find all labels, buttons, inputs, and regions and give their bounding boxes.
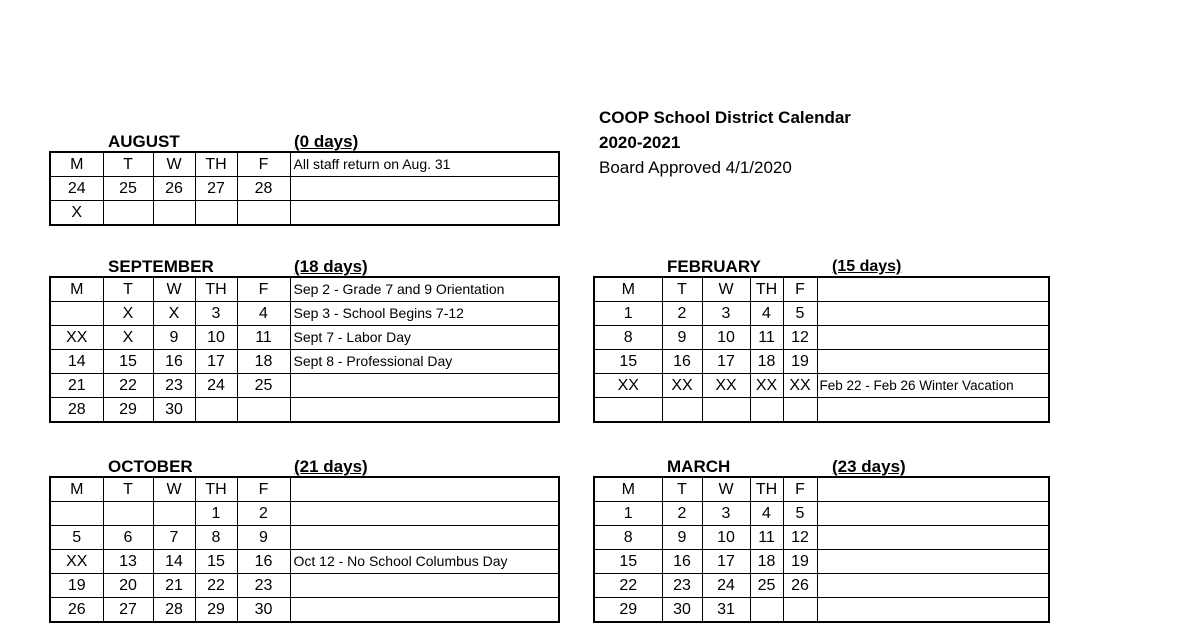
week-row <box>50 502 559 526</box>
day-cell: 8 <box>195 526 237 550</box>
event-note: Sep 2 - Grade 7 and 9 Orientation <box>290 277 559 302</box>
weekday-label: M <box>50 152 103 177</box>
week-row <box>594 598 1049 623</box>
week-row <box>50 574 559 598</box>
day-cell <box>783 598 817 623</box>
day-cell: 9 <box>662 326 702 350</box>
day-cell: 17 <box>702 550 750 574</box>
weekday-label: M <box>594 277 662 302</box>
day-cell: 8 <box>594 526 662 550</box>
day-cell <box>153 502 195 526</box>
day-cell: 10 <box>702 526 750 550</box>
day-cell: 12 <box>783 526 817 550</box>
weekday-label: T <box>662 477 702 502</box>
weekday-label: TH <box>195 277 237 302</box>
day-cell: 12 <box>783 326 817 350</box>
event-note <box>817 526 1049 550</box>
month-october <box>49 457 560 623</box>
weekday-label: F <box>783 477 817 502</box>
day-cell: 17 <box>702 350 750 374</box>
week-row <box>50 374 559 398</box>
day-cell: 25 <box>750 574 783 598</box>
day-cell: 3 <box>702 502 750 526</box>
day-cell: 2 <box>237 502 290 526</box>
event-note <box>290 201 559 226</box>
day-cell <box>237 398 290 423</box>
event-note <box>817 350 1049 374</box>
day-cell: XX <box>702 374 750 398</box>
day-cell: 5 <box>783 502 817 526</box>
month-name: FEBRUARY <box>667 257 761 276</box>
day-cell: 14 <box>50 350 103 374</box>
week-row <box>594 550 1049 574</box>
day-cell <box>153 201 195 226</box>
day-cell: 25 <box>237 374 290 398</box>
week-row <box>594 398 1049 423</box>
day-cell: 28 <box>237 177 290 201</box>
weekday-label: W <box>702 277 750 302</box>
event-note: Sep 3 - School Begins 7-12 <box>290 302 559 326</box>
month-table <box>593 476 1050 623</box>
day-cell: 9 <box>662 526 702 550</box>
day-cell: 10 <box>195 326 237 350</box>
weekday-header-row <box>50 277 559 302</box>
weekday-label: M <box>594 477 662 502</box>
day-cell: 16 <box>662 550 702 574</box>
month-days-count: (15 days) <box>832 258 902 275</box>
week-row <box>50 526 559 550</box>
day-cell: 24 <box>50 177 103 201</box>
day-cell: X <box>50 201 103 226</box>
week-row <box>594 350 1049 374</box>
day-cell: 19 <box>783 350 817 374</box>
event-note <box>817 550 1049 574</box>
month-february <box>593 257 1050 423</box>
weekday-label: F <box>783 277 817 302</box>
event-note: Sept 7 - Labor Day <box>290 326 559 350</box>
week-row <box>50 302 559 326</box>
day-cell: 26 <box>50 598 103 623</box>
event-note <box>817 326 1049 350</box>
day-cell: 4 <box>750 302 783 326</box>
event-note: Oct 12 - No School Columbus Day <box>290 550 559 574</box>
day-cell: 6 <box>103 526 153 550</box>
week-row <box>50 326 559 350</box>
weekday-label: W <box>153 277 195 302</box>
weekday-label: W <box>702 477 750 502</box>
month-days-count: (23 days) <box>832 457 906 476</box>
weekday-header-row <box>50 152 559 177</box>
day-cell: 16 <box>237 550 290 574</box>
day-cell: 22 <box>195 574 237 598</box>
day-cell: 11 <box>750 326 783 350</box>
month-days-count: (18 days) <box>294 257 368 276</box>
day-cell <box>195 201 237 226</box>
weekday-header-row <box>594 477 1049 502</box>
day-cell: 15 <box>195 550 237 574</box>
day-cell: 22 <box>103 374 153 398</box>
day-cell: 7 <box>153 526 195 550</box>
day-cell: XX <box>50 550 103 574</box>
month-table <box>49 151 560 226</box>
day-cell: 2 <box>662 302 702 326</box>
event-note <box>817 302 1049 326</box>
day-cell: 30 <box>662 598 702 623</box>
event-note: All staff return on Aug. 31 <box>290 152 559 177</box>
day-cell: 26 <box>153 177 195 201</box>
day-cell: 18 <box>750 350 783 374</box>
day-cell: 5 <box>50 526 103 550</box>
day-cell: 31 <box>702 598 750 623</box>
event-note <box>817 598 1049 623</box>
weekday-label: T <box>103 277 153 302</box>
day-cell: 23 <box>237 574 290 598</box>
day-cell: 10 <box>702 326 750 350</box>
weekday-label: F <box>237 277 290 302</box>
day-cell: 18 <box>750 550 783 574</box>
day-cell: 26 <box>783 574 817 598</box>
day-cell: 27 <box>103 598 153 623</box>
day-cell: 15 <box>594 350 662 374</box>
day-cell: 29 <box>195 598 237 623</box>
event-note <box>290 398 559 423</box>
weekday-label: TH <box>750 277 783 302</box>
week-row <box>594 302 1049 326</box>
day-cell <box>702 398 750 423</box>
day-cell <box>237 201 290 226</box>
month-table <box>593 276 1050 423</box>
day-cell: 23 <box>153 374 195 398</box>
day-cell: 8 <box>594 326 662 350</box>
event-note <box>290 574 559 598</box>
month-name: MARCH <box>667 457 731 476</box>
month-september <box>49 257 560 423</box>
day-cell: 16 <box>662 350 702 374</box>
event-note <box>290 526 559 550</box>
day-cell: XX <box>594 374 662 398</box>
day-cell: 9 <box>153 326 195 350</box>
day-cell: 28 <box>50 398 103 423</box>
day-cell: 13 <box>103 550 153 574</box>
day-cell <box>750 398 783 423</box>
week-row <box>594 526 1049 550</box>
week-row <box>50 350 559 374</box>
weekday-label: M <box>50 477 103 502</box>
month-name: AUGUST <box>108 132 180 151</box>
weekday-label: F <box>237 477 290 502</box>
event-note <box>817 502 1049 526</box>
weekday-label: TH <box>195 477 237 502</box>
event-note: Feb 22 - Feb 26 Winter Vacation <box>817 374 1049 398</box>
event-note: Sept 8 - Professional Day <box>290 350 559 374</box>
day-cell: 1 <box>594 302 662 326</box>
month-days-count: (21 days) <box>294 457 368 476</box>
day-cell <box>50 502 103 526</box>
weekday-label: M <box>50 277 103 302</box>
day-cell: 16 <box>153 350 195 374</box>
day-cell: 23 <box>662 574 702 598</box>
month-name: OCTOBER <box>108 457 193 476</box>
event-note <box>817 398 1049 423</box>
day-cell: 15 <box>594 550 662 574</box>
event-note <box>290 502 559 526</box>
day-cell: 18 <box>237 350 290 374</box>
day-cell: XX <box>50 326 103 350</box>
month-table <box>49 476 560 623</box>
weekday-label: T <box>103 477 153 502</box>
weekday-label: T <box>662 277 702 302</box>
week-row <box>594 574 1049 598</box>
week-row <box>50 598 559 623</box>
day-cell <box>50 302 103 326</box>
event-note <box>817 277 1049 302</box>
calendar-header <box>599 105 851 180</box>
month-days-count: (0 days) <box>294 132 359 151</box>
day-cell: 14 <box>153 550 195 574</box>
day-cell: 21 <box>50 374 103 398</box>
week-row <box>50 550 559 574</box>
week-row <box>50 398 559 423</box>
day-cell: 25 <box>103 177 153 201</box>
day-cell: 4 <box>750 502 783 526</box>
day-cell <box>594 398 662 423</box>
event-note <box>817 477 1049 502</box>
weekday-header-row <box>594 277 1049 302</box>
weekday-label: F <box>237 152 290 177</box>
week-row <box>50 177 559 201</box>
day-cell <box>783 398 817 423</box>
day-cell <box>103 502 153 526</box>
day-cell: 3 <box>195 302 237 326</box>
day-cell: 29 <box>594 598 662 623</box>
day-cell: 9 <box>237 526 290 550</box>
day-cell: XX <box>783 374 817 398</box>
day-cell <box>662 398 702 423</box>
day-cell: XX <box>662 374 702 398</box>
event-note <box>290 177 559 201</box>
month-august <box>49 132 560 226</box>
day-cell: X <box>103 302 153 326</box>
week-row <box>594 502 1049 526</box>
day-cell: 5 <box>783 302 817 326</box>
month-name: SEPTEMBER <box>108 257 214 276</box>
day-cell: 11 <box>237 326 290 350</box>
day-cell: 15 <box>103 350 153 374</box>
day-cell: 20 <box>103 574 153 598</box>
day-cell: XX <box>750 374 783 398</box>
event-note <box>817 574 1049 598</box>
day-cell: 17 <box>195 350 237 374</box>
calendar-title: COOP School District Calendar <box>599 108 851 127</box>
weekday-label: T <box>103 152 153 177</box>
day-cell <box>195 398 237 423</box>
school-year: 2020-2021 <box>599 133 681 152</box>
day-cell: 24 <box>195 374 237 398</box>
weekday-label: W <box>153 152 195 177</box>
weekday-header-row <box>50 477 559 502</box>
day-cell: 24 <box>702 574 750 598</box>
week-row <box>594 326 1049 350</box>
weekday-label: TH <box>750 477 783 502</box>
weekday-label: W <box>153 477 195 502</box>
day-cell: 1 <box>594 502 662 526</box>
day-cell: 28 <box>153 598 195 623</box>
day-cell: X <box>103 326 153 350</box>
event-note <box>290 598 559 623</box>
weekday-label: TH <box>195 152 237 177</box>
day-cell: 19 <box>783 550 817 574</box>
month-march <box>593 457 1050 623</box>
day-cell <box>103 201 153 226</box>
day-cell: 30 <box>153 398 195 423</box>
day-cell: 22 <box>594 574 662 598</box>
day-cell: 1 <box>195 502 237 526</box>
day-cell: 2 <box>662 502 702 526</box>
approval-note: Board Approved 4/1/2020 <box>599 158 792 177</box>
day-cell: 3 <box>702 302 750 326</box>
month-table <box>49 276 560 423</box>
event-note <box>290 374 559 398</box>
day-cell: X <box>153 302 195 326</box>
day-cell: 30 <box>237 598 290 623</box>
day-cell: 11 <box>750 526 783 550</box>
week-row <box>594 374 1049 398</box>
week-row <box>50 201 559 226</box>
day-cell: 29 <box>103 398 153 423</box>
day-cell: 4 <box>237 302 290 326</box>
event-note <box>290 477 559 502</box>
day-cell: 19 <box>50 574 103 598</box>
day-cell: 27 <box>195 177 237 201</box>
day-cell <box>750 598 783 623</box>
day-cell: 21 <box>153 574 195 598</box>
